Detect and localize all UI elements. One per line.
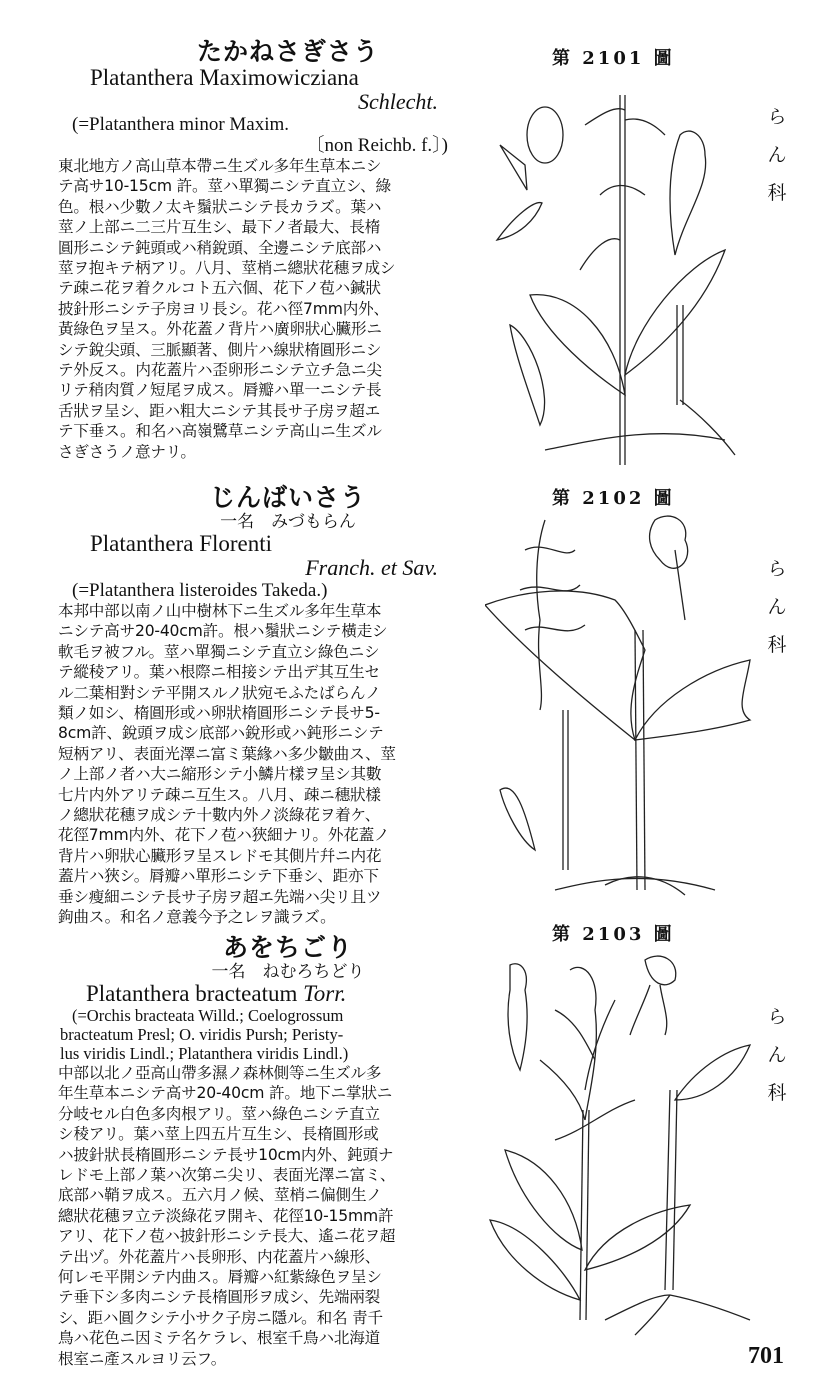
description-line: アリ、花下ノ苞ハ披針形ニシテ長大、遙ニ花ヲ超 xyxy=(58,1227,396,1246)
description-line: 中部以北ノ亞高山帶多濕ノ森林側等ニ生ズル多 xyxy=(58,1064,382,1082)
description-line: 根室ニ產スルヨリ云フ。 xyxy=(58,1349,227,1368)
description-line: シテ銳尖頭、三脈顯著、側片ハ線狀楕圓形ニシ xyxy=(58,340,382,359)
description-line: 8cm許、銳頭ヲ成シ底部ハ銳形或ハ鈍形ニシテ xyxy=(58,724,384,743)
description-line: 分岐セル白色多肉根アリ。莖ハ綠色ニシテ直立 xyxy=(58,1104,380,1123)
description xyxy=(58,1063,478,1369)
description-line: ノ上部ノ者ハ大ニ縮形シテ小鱗片樣ヲ呈シ其數 xyxy=(58,765,382,784)
orchid-illustration-2101 xyxy=(485,75,745,465)
synonym-line: bracteatum Presl; O. viridis Pursh; Peristy- xyxy=(60,1025,344,1044)
description-line: 舌狀ヲ呈シ、距ハ粗大ニシテ其長サ子房ヲ超エ xyxy=(58,401,381,420)
description-line: 總狀花穗ヲ立テ淡綠花ヲ開キ、花徑10-15mm許 xyxy=(58,1206,394,1225)
description-line: 花徑7mm内外、花下ノ苞ハ狹細ナリ。外花蓋ノ xyxy=(58,826,390,845)
synonym-line: (=Orchis bracteata Willd.; Coelogrossum xyxy=(72,1006,344,1025)
description-line: 類ノ如シ、楕圓形或ハ卵狀楕圓形ニシテ長サ5- xyxy=(58,704,380,723)
description-line: 軟毛ヲ被フル。莖ハ單獨ニシテ直立シ綠色ニシ xyxy=(58,642,380,661)
description-line: テ出ヅ。外花蓋片ハ長卵形、内花蓋片ハ線形、 xyxy=(58,1247,381,1266)
description-line: 鉤曲ス。和名ノ意義今予之レヲ識ラズ。 xyxy=(58,908,336,927)
family-char: ん xyxy=(767,1044,787,1066)
synonym-line: (=Platanthera minor Maxim. xyxy=(72,114,290,135)
authority: Torr. xyxy=(303,981,347,1006)
figure-label: 第 2102 圖 xyxy=(552,488,675,509)
description-line: リテ稍肉質ノ短尾ヲ成ス。脣瓣ハ單一ニシテ長 xyxy=(58,381,382,400)
description xyxy=(58,601,478,928)
description-line: ノ總狀花穗ヲ成シテ十數内外ノ淡綠花ヲ着ケ、 xyxy=(58,806,381,825)
description-line: シ稜アリ。葉ハ莖上四五片互生シ、長楕圓形或 xyxy=(58,1125,379,1144)
description-line: テ疎ニ花ヲ着クルコト五六個、花下ノ苞ハ鍼狀 xyxy=(58,279,381,298)
description-line: 色。根ハ少數ノ太キ鬚狀ニシテ長カラズ。葉ハ xyxy=(58,197,382,216)
scientific-name-text: Platanthera bracteatum xyxy=(86,981,298,1006)
figure-label: 第 2101 圖 xyxy=(552,48,675,69)
description-line: 垂シ瘦細ニシテ長サ子房ヲ超エ先端ハ尖リ且ツ xyxy=(58,887,382,906)
synonym-line: (=Platanthera listeroides Takeda.) xyxy=(72,580,328,601)
scientific-name xyxy=(58,982,478,1006)
japanese-name: たかねさぎさう xyxy=(196,37,379,66)
description-line: 東北地方ノ高山草本帶ニ生ズル多年生草本ニシ xyxy=(58,157,382,175)
entry-2103 xyxy=(58,934,478,1369)
description-line: テ縱稜アリ。葉ハ根際ニ相接シテ出デ其互生セ xyxy=(58,663,380,682)
synonym xyxy=(58,1006,478,1063)
synonym xyxy=(58,114,478,156)
japanese-name: じんばいさう xyxy=(209,483,366,512)
description-line: テ下垂ス。和名ハ高嶺鷺草ニシテ高山ニ生ズル xyxy=(58,422,382,441)
family-label xyxy=(762,98,792,212)
description-line: 年生草本ニシテ高サ20-40cm 許。地下ニ掌狀ニ xyxy=(58,1084,393,1103)
family-char: 科 xyxy=(767,634,787,656)
family-char: 科 xyxy=(767,1082,787,1104)
description-line: テ垂下シ多肉ニシテ長楕圓形ヲ成シ、先端兩裂 xyxy=(58,1288,381,1307)
description-line: 本邦中部以南ノ山中樹林下ニ生ズル多年生草本 xyxy=(58,602,382,620)
description-line: シ、距ハ圓クシテ小サク子房ニ隱ル。和名 靑千 xyxy=(58,1308,383,1327)
description-line: 底部ハ鞘ヲ成ス。五六月ノ候、莖梢ニ偏側生ノ xyxy=(58,1186,382,1205)
description-line: ル二葉相對シテ平開スルノ狀宛モふたばらんノ xyxy=(58,683,381,702)
scientific-name: Platanthera Maximowicziana xyxy=(90,65,359,90)
description xyxy=(58,156,478,462)
entry-2102 xyxy=(58,484,478,928)
description-line: 何レモ平開シテ内曲ス。脣瓣ハ紅紫綠色ヲ呈シ xyxy=(58,1268,382,1287)
description-line: レドモ上部ノ葉ハ次第ニ尖リ、表面光澤ニ富ミ、 xyxy=(58,1166,396,1185)
description-line: 黃綠色ヲ呈ス。外花蓋ノ背片ハ廣卵狀心臟形ニ xyxy=(58,320,382,339)
description-line: テ外反ス。内花蓋片ハ歪卵形ニシテ立チ急ニ尖 xyxy=(58,361,382,380)
description-line: テ高サ10-15cm 許。莖ハ單獨ニシテ直立シ、綠 xyxy=(58,177,391,196)
description-line: ニシテ高サ20-40cm許。根ハ鬚狀ニシテ橫走シ xyxy=(58,622,388,641)
description-line: 莖ヲ抱キテ柄アリ。八月、莖梢ニ總狀花穗ヲ成シ xyxy=(58,259,396,278)
entry-2101 xyxy=(58,38,478,462)
page-number: 701 xyxy=(748,1343,784,1369)
family-char: ん xyxy=(767,144,787,166)
description-line: 短柄アリ、表面光澤ニ富ミ葉緣ハ多少皺曲ス、莖 xyxy=(58,744,396,763)
synonym-line: lus viridis Lindl.; Platanthera viridis Lindl.) xyxy=(60,1044,349,1063)
description-line: 蓋片ハ狹シ。脣瓣ハ單形ニシテ下垂シ、距亦下 xyxy=(58,867,379,886)
family-label xyxy=(762,998,792,1112)
orchid-illustration-2102 xyxy=(485,510,755,900)
synonym-line: 〔non Reichb. f.〕) xyxy=(305,135,448,156)
scientific-name: Platanthera Florenti xyxy=(90,531,273,556)
figure-label: 第 2103 圖 xyxy=(552,924,675,945)
family-char: ら xyxy=(767,558,787,580)
authority: Franch. et Sav. xyxy=(305,555,438,580)
description-line: 圓形ニシテ鈍頭或ハ稍銳頭、全邊ニシテ底部ハ xyxy=(58,238,382,257)
description-line: さぎさうノ意ナリ。 xyxy=(58,442,196,461)
description-line: 莖ノ上部ニ二三片互生シ、最下ノ者最大、長楕 xyxy=(58,218,381,237)
orchid-illustration-2103 xyxy=(485,950,755,1340)
synonym xyxy=(58,580,478,601)
alternate-name: 一名 みづもらん xyxy=(220,512,356,532)
description-line: 鳥ハ花色ニ因ミテ名ケラレ、根室千鳥ハ北海道 xyxy=(58,1329,381,1348)
description-line: 披針形ニシテ子房ヨリ長シ。花ハ徑7mm内外、 xyxy=(58,299,389,318)
family-char: ん xyxy=(767,596,787,618)
family-label xyxy=(762,550,792,664)
description-line: 七片内外アリテ疎ニ互生ス。八月、疎ニ穗狀樣 xyxy=(58,785,381,804)
japanese-name: あをちごり xyxy=(222,933,353,962)
family-char: 科 xyxy=(767,182,787,204)
alternate-name: 一名 ねむろちどり xyxy=(211,962,365,982)
description-line: ハ披針狀長楕圓形ニシテ長サ10cm内外、鈍頭ナ xyxy=(58,1145,394,1164)
description-line: 背片ハ卵狀心臟形ヲ呈スレドモ其側片幷ニ内花 xyxy=(58,846,382,865)
family-char: ら xyxy=(767,1006,787,1028)
authority: Schlecht. xyxy=(357,89,438,114)
family-char: ら xyxy=(767,106,787,128)
